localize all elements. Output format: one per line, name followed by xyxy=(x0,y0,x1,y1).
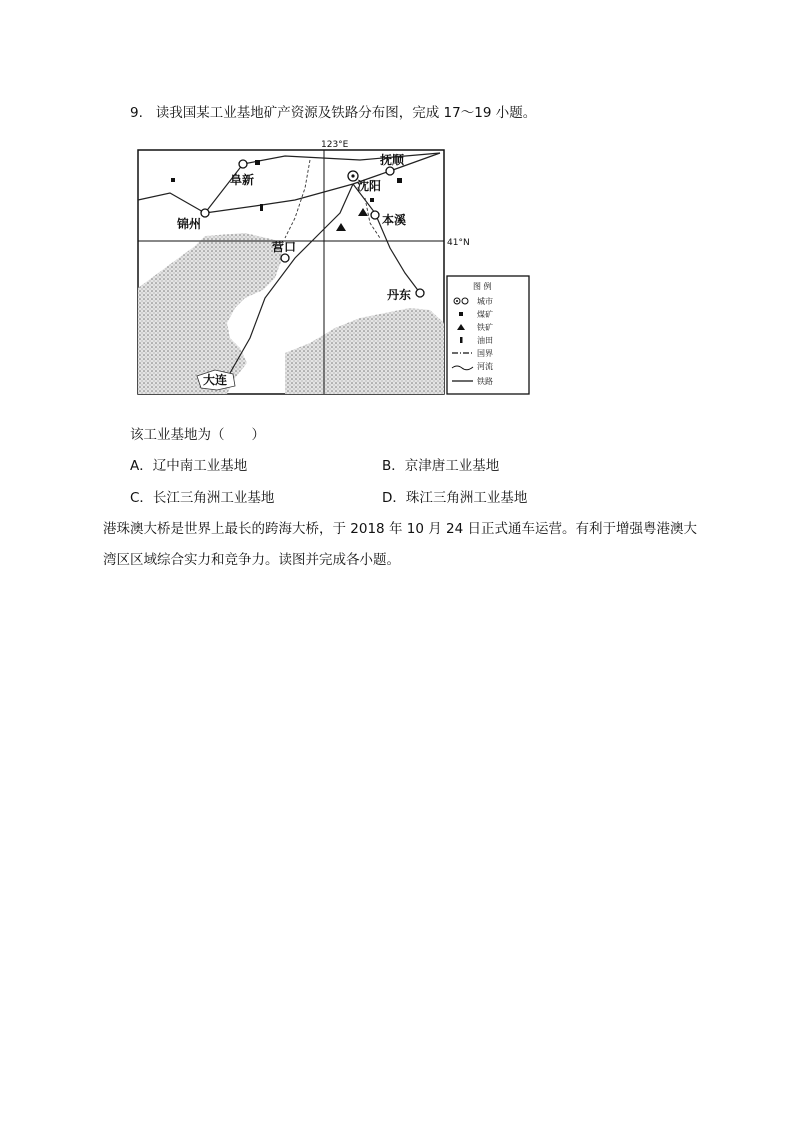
coal-mine-icon xyxy=(397,178,402,183)
option-a: A．辽中南工业基地 xyxy=(130,458,248,474)
legend-item-oil: 油田 xyxy=(477,336,493,345)
map-legend xyxy=(447,276,529,394)
legend-item-coal: 煤矿 xyxy=(477,310,493,319)
city-marker-yingkou xyxy=(281,254,289,262)
city-label-jinzhou: 锦州 xyxy=(177,217,202,231)
option-c: C．长江三角洲工业基地 xyxy=(130,490,275,506)
coal-mine-icon xyxy=(370,198,374,202)
industrial-base-map xyxy=(135,138,533,398)
city-marker-fushun xyxy=(386,167,394,175)
legend-coal-icon xyxy=(459,312,463,316)
city-marker-benxi xyxy=(371,211,379,219)
meridian-label: 123°E xyxy=(321,140,349,150)
parallel-label: 41°N xyxy=(447,238,470,248)
legend-item-city: 城市 xyxy=(477,297,493,306)
paragraph-line-1: 港珠澳大桥是世界上最长的跨海大桥，于 2018 年 10 月 24 日正式通车运营。有利于增强粤港澳大 xyxy=(103,521,697,537)
coal-mine-icon xyxy=(255,160,260,165)
city-label-benxi: 本溪 xyxy=(382,213,407,227)
option-d: D．珠江三角洲工业基地 xyxy=(382,490,528,506)
city-label-dandong: 丹东 xyxy=(387,288,412,302)
city-label-dalian: 大连 xyxy=(203,373,228,387)
coal-mine-icon xyxy=(171,178,175,182)
legend-title: 图 例 xyxy=(473,282,492,291)
legend-item-iron: 铁矿 xyxy=(477,323,493,332)
legend-item-border: 国界 xyxy=(477,349,493,358)
question-9 xyxy=(130,104,536,122)
city-label-yingkou: 营口 xyxy=(272,240,297,254)
question-stem: 该工业基地为（ ） xyxy=(130,427,265,443)
legend-oil-icon xyxy=(460,337,463,343)
city-marker-dandong xyxy=(416,289,424,297)
city-marker-jinzhou xyxy=(201,209,209,217)
question-number: 9. xyxy=(130,105,143,121)
city-label-fushun: 抚顺 xyxy=(380,153,405,167)
question-text: 读我国某工业基地矿产资源及铁路分布图，完成 17～19 小题。 xyxy=(155,105,537,121)
city-label-shenyang: 沈阳 xyxy=(357,179,382,193)
option-b: B．京津唐工业基地 xyxy=(382,458,500,474)
legend-item-railway: 铁路 xyxy=(477,377,493,386)
paragraph-line-2: 湾区区域综合实力和竞争力。读图并完成各小题。 xyxy=(103,552,400,568)
city-marker-fuxin xyxy=(239,160,247,168)
oil-field-icon xyxy=(260,204,263,211)
legend-item-river: 河流 xyxy=(477,362,493,371)
city-label-fuxin: 阜新 xyxy=(230,173,255,187)
